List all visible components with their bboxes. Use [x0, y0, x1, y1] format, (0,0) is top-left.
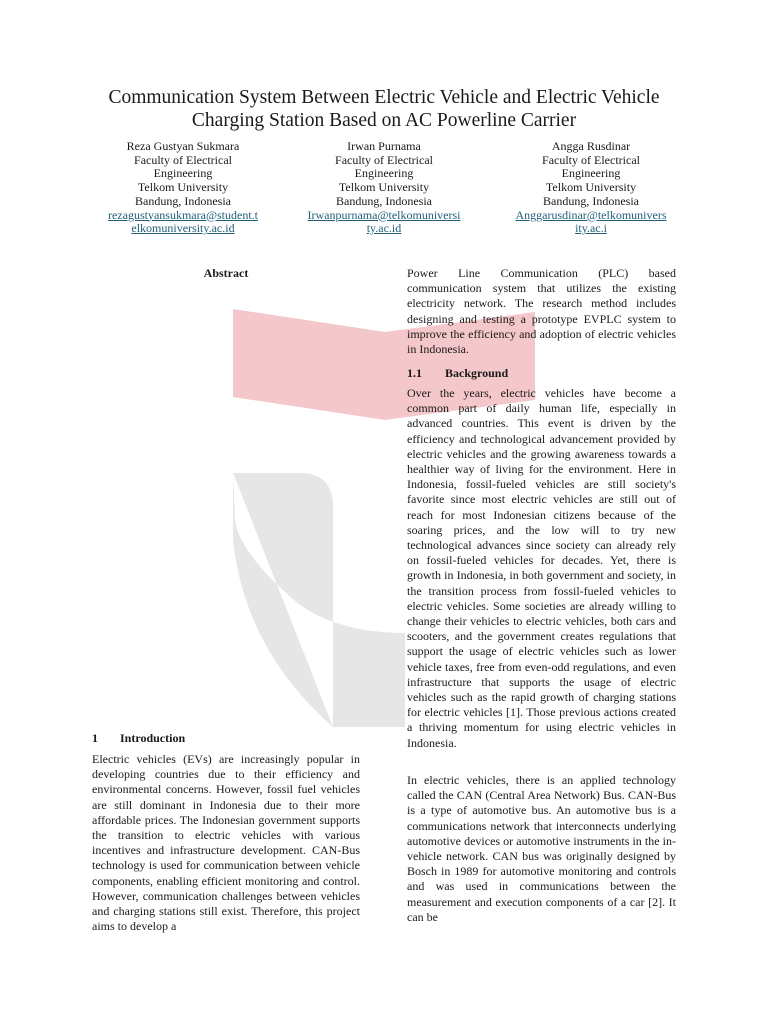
author-email-link[interactable]: ity.ac.i: [575, 221, 607, 236]
author-faculty: Faculty of Electrical: [542, 152, 640, 167]
author-faculty: Faculty of Electrical: [335, 152, 433, 167]
author-email-link[interactable]: Anggarusdinar@telkomunivers: [515, 207, 667, 222]
author-university: Telkom University: [545, 180, 637, 195]
section-number: 1: [92, 731, 98, 745]
title-line-1: Communication System Between Electric Vehicle and Electric Vehicle: [108, 87, 660, 108]
section-number: 1.1: [407, 366, 422, 380]
section-title: Introduction: [120, 731, 186, 745]
author-faculty: Engineering: [153, 166, 213, 181]
author-block-2: [289, 140, 479, 236]
author-name: Irwan Purnama: [347, 139, 421, 153]
author-name: Angga Rusdinar: [551, 139, 631, 153]
right-column-intro-paragraph: Power Line Communication (PLC) based communication system that utilizes the existing electricity network. The research method includes designing and testing a prototype EVPLC system to improve the efficiency and adoption of electric vehicles in Indonesia.: [407, 266, 676, 357]
author-block-1: [88, 140, 278, 236]
author-university: Telkom University: [137, 180, 229, 195]
author-email-link[interactable]: ty.ac.id: [366, 221, 402, 236]
background-heading: [407, 366, 508, 381]
watermark-gray-shape: [233, 473, 405, 727]
author-block-3: [496, 140, 686, 236]
author-name: Reza Gustyan Sukmara: [126, 139, 240, 153]
author-faculty: Engineering: [354, 166, 414, 181]
paper-title: [60, 86, 708, 132]
introduction-paragraph: Electric vehicles (EVs) are increasingly popular in developing countries due to their efficiency and environmental concerns. However, fossil fuel vehicles are still dominant in Indonesia due to their more affordable prices. The Indonesian government supports the transition to electric vehicles with various incentives and infrastructure development. CAN-Bus technology is used for communication between vehicle components, enabling efficient monitoring and control. However, communication challenges between vehicles and charging stations still exist. Therefore, this project aims to develop a: [92, 752, 360, 934]
author-university: Telkom University: [338, 180, 430, 195]
author-faculty: Engineering: [561, 166, 621, 181]
section-title: Background: [445, 366, 509, 380]
author-faculty: Faculty of Electrical: [134, 152, 232, 167]
introduction-heading: [92, 731, 185, 746]
abstract-heading: Abstract: [203, 266, 249, 280]
author-location: Bandung, Indonesia: [543, 193, 639, 208]
title-line-2: Charging Station Based on AC Powerline Carrier: [191, 110, 577, 131]
background-paragraph-2: In electric vehicles, there is an applied technology called the CAN (Central Area Network) Bus. CAN-Bus is a type of automotive bus. An automotive bus is a communications network that interconnects underlying automotive devices or automotive instruments in the in-vehicle network. CAN bus was originally designed by Bosch in 1989 for automotive monitoring and controls and was used in communications between the measurement and execution components of a car [2]. It can be: [407, 773, 676, 924]
author-email-link[interactable]: elkomuniversity.ac.id: [131, 221, 235, 236]
author-email-link[interactable]: Irwanpurnama@telkomuniversi: [307, 207, 461, 222]
author-location: Bandung, Indonesia: [135, 193, 231, 208]
background-paragraph-1: Over the years, electric vehicles have become a common part of daily human life, especially in advanced countries. This event is driven by the efficiency and technological advancement provided by electric vehicles and the growing awareness towards a healthier way of living for the environment. Here in Indonesia, fossil-fueled vehicles are still society's favorite since most electric vehicles are still out of reach for most Indonesian citizens because of the soaring prices, and the low will to try new technological advances since society can already rely on fossil-fueled vehicles for decades. Yet, there is growth in Indonesia, in both government and society, in the transition process from fossil-fueled vehicles to electric vehicles. Some societies are already willing to change their vehicles to electric vehicles, both cars and scooters, and the government creates regulations that support the usage of electric vehicles such as lower vehicle taxes, free from even-odd regulations, and even infrastructure that supports the usage of electric vehicles such as the rapid growth of charging stations for electric vehicles [1]. Those previous actions created a thriving momentum for using electric vehicles in Indonesia.: [407, 386, 676, 750]
author-location: Bandung, Indonesia: [336, 193, 432, 208]
author-email-link[interactable]: rezagustyansukmara@student.t: [107, 207, 258, 222]
watermark-red-shape: [233, 309, 385, 420]
